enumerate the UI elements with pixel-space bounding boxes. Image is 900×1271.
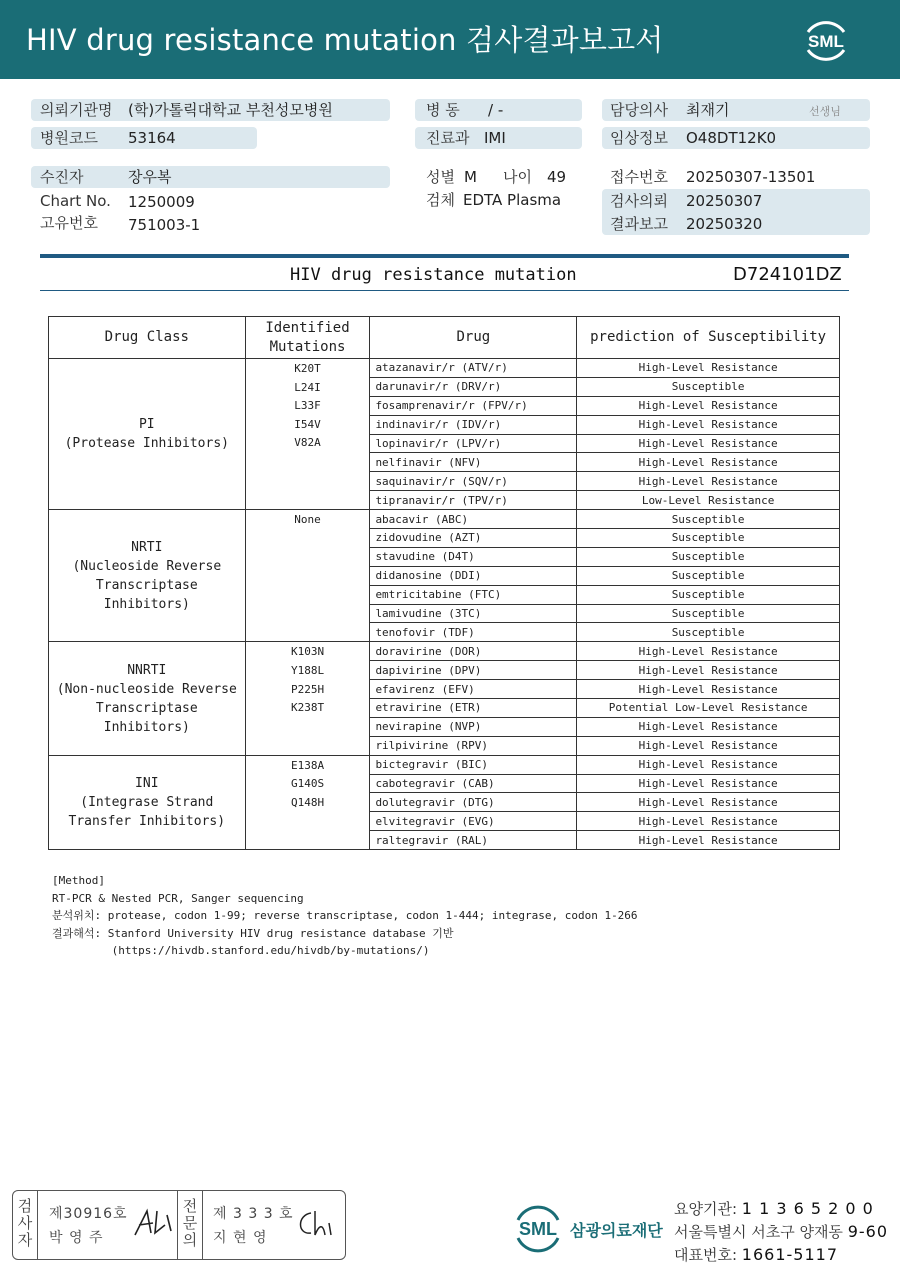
institution-label: 의뢰기관명	[40, 101, 113, 119]
address-number: 9-60	[847, 1222, 889, 1241]
prediction-cell: High-Level Resistance	[577, 812, 840, 831]
drug-class-cell	[49, 755, 246, 849]
uid-label: 고유번호	[40, 214, 98, 232]
phone-line	[674, 1244, 838, 1265]
drug-cell: raltegravir (RAL)	[370, 831, 577, 850]
prediction-cell: Potential Low-Level Resistance	[577, 699, 840, 718]
drug-cell: rilpivirine (RPV)	[370, 736, 577, 755]
report-rule-bottom	[40, 290, 849, 291]
doctor-label: 담당의사	[610, 101, 668, 119]
chart-value: 1250009	[128, 193, 195, 211]
table-row	[49, 755, 840, 774]
drug-class-line: (Nucleoside Reverse	[72, 558, 222, 574]
mutation-item: Q148H	[290, 795, 325, 809]
report-date-label: 결과보고	[610, 215, 668, 233]
drug-cell: nelfinavir (NFV)	[370, 453, 577, 472]
sml-logo	[798, 12, 854, 68]
drug-class-line: NNRTI	[127, 662, 167, 678]
results-body	[49, 359, 840, 850]
signature-box	[12, 1190, 346, 1260]
logo-text: SML	[808, 32, 844, 51]
drug-class-line: (Non-nucleoside Reverse	[56, 681, 237, 697]
sml-footer-logo	[510, 1198, 566, 1254]
mutation-item: G140S	[290, 777, 325, 791]
prediction-cell: Susceptible	[577, 604, 840, 623]
drug-cell: tenofovir (TDF)	[370, 623, 577, 642]
age-value: 49	[547, 168, 567, 186]
drug-class-line: (Protease Inhibitors)	[64, 436, 229, 452]
col-header-mutations	[245, 317, 370, 359]
specimen-label: 검체	[426, 191, 455, 209]
drug-class-line: NRTI	[131, 539, 163, 555]
org-name: 삼광의료재단	[570, 1221, 663, 1240]
dept-value: IMI	[484, 129, 506, 147]
mutation-item: None	[294, 513, 321, 527]
mutation-item: K20T	[294, 362, 321, 375]
care-value: 1 1 3 6 5 2 0 0	[741, 1199, 874, 1218]
report-date-value: 20250320	[686, 215, 763, 233]
prediction-cell: Susceptible	[577, 547, 840, 566]
examiner-label-cell	[13, 1191, 38, 1259]
col-header-mutations-text: Identified Mutations	[265, 319, 350, 355]
header-bar	[0, 0, 900, 79]
table-row	[49, 642, 840, 661]
drug-cell: efavirenz (EFV)	[370, 680, 577, 699]
prediction-cell: High-Level Resistance	[577, 453, 840, 472]
patient-row	[31, 166, 390, 188]
care-institution-line	[674, 1198, 874, 1219]
care-label: 요양기관:	[674, 1200, 738, 1218]
mutation-item: K238T	[290, 701, 325, 715]
mutations-cell	[245, 755, 370, 849]
prediction-cell: High-Level Resistance	[577, 661, 840, 680]
drug-cell: doravirine (DOR)	[370, 642, 577, 661]
drug-cell: zidovudine (AZT)	[370, 529, 577, 548]
mutation-item: I54V	[294, 417, 321, 431]
specimen-value: EDTA Plasma	[463, 191, 562, 209]
prediction-cell: High-Level Resistance	[577, 680, 840, 699]
prediction-cell: High-Level Resistance	[577, 472, 840, 491]
institution-value: (학)가톨릭대학교 부천성모병원	[128, 101, 333, 119]
drug-cell: dapivirine (DPV)	[370, 661, 577, 680]
prediction-cell: High-Level Resistance	[577, 359, 840, 378]
uid-value: 751003-1	[128, 216, 201, 234]
receipt-value: 20250307-13501	[686, 168, 816, 186]
prediction-cell: Susceptible	[577, 529, 840, 548]
drug-class-line: (Integrase Strand	[80, 794, 214, 810]
address: 서울특별시 서초구 양재동	[674, 1223, 843, 1241]
hospital-code-value: 53164	[128, 129, 176, 147]
clinical-label: 임상정보	[610, 129, 668, 147]
drug-cell: stavudine (D4T)	[370, 547, 577, 566]
request-value: 20250307	[686, 192, 763, 210]
receipt-label: 접수번호	[610, 168, 668, 186]
prediction-cell: High-Level Resistance	[577, 642, 840, 661]
drug-class-line: PI	[138, 417, 155, 433]
method-line: RT-PCR & Nested PCR, Sanger sequencing	[52, 891, 304, 905]
prediction-cell: Susceptible	[577, 377, 840, 396]
col-header-drug: Drug	[370, 317, 577, 359]
col-header-prediction: prediction of Susceptibility	[577, 317, 840, 359]
mutations-cell	[245, 359, 370, 510]
table-row	[49, 359, 840, 378]
examiner-label: 검 사 자	[17, 1197, 33, 1249]
specialist-label: 전 문 의	[182, 1197, 198, 1249]
footer-logo-text: SML	[519, 1219, 557, 1239]
drug-cell: elvitegravir (EVG)	[370, 812, 577, 831]
prediction-cell: High-Level Resistance	[577, 831, 840, 850]
doctor-value: 최재기	[686, 101, 730, 119]
method-line: 결과해석: Stanford University HIV drug resistance database 기반	[52, 926, 454, 940]
mutation-item: L24I	[294, 380, 321, 394]
dept-label: 진료과	[426, 129, 470, 147]
address-line	[674, 1221, 888, 1242]
specialist-signature	[293, 1207, 339, 1241]
prediction-cell: High-Level Resistance	[577, 736, 840, 755]
drug-cell: lamivudine (3TC)	[370, 604, 577, 623]
drug-cell: didanosine (DDI)	[370, 566, 577, 585]
report-rule-top	[40, 254, 849, 258]
mutation-item: Y188L	[290, 663, 325, 677]
drug-class-cell	[49, 642, 246, 755]
drug-cell: indinavir/r (IDV/r)	[370, 415, 577, 434]
phone-value: 1661-5117	[741, 1245, 839, 1264]
method-line: (https://hivdb.stanford.edu/hivdb/by-mutations/)	[52, 944, 430, 958]
doctor-suffix: 선생님	[809, 105, 841, 118]
request-label: 검사의뢰	[610, 192, 668, 210]
age-label: 나이	[503, 168, 532, 186]
clinical-value: O48DT12K0	[686, 129, 777, 147]
hospital-code-label: 병원코드	[40, 129, 98, 147]
drug-class-line: Transcriptase Inhibitors)	[95, 577, 198, 612]
drug-class-cell	[49, 510, 246, 642]
drug-cell: fosamprenavir/r (FPV/r)	[370, 396, 577, 415]
results-table	[48, 316, 840, 850]
prediction-cell: High-Level Resistance	[577, 415, 840, 434]
drug-class-line: INI	[135, 775, 159, 791]
mutation-item: L33F	[294, 399, 321, 413]
mutations-cell	[245, 642, 370, 755]
prediction-cell: High-Level Resistance	[577, 434, 840, 453]
chart-label: Chart No.	[40, 192, 111, 210]
drug-cell: tipranavir/r (TPV/r)	[370, 491, 577, 510]
drug-cell: abacavir (ABC)	[370, 510, 577, 529]
prediction-cell: Susceptible	[577, 566, 840, 585]
specialist-label-cell	[177, 1191, 203, 1259]
drug-cell: bictegravir (BIC)	[370, 755, 577, 774]
prediction-cell: Susceptible	[577, 585, 840, 604]
patient-value: 장우복	[128, 168, 172, 186]
mutation-item: P225H	[290, 682, 325, 696]
method-notes	[52, 872, 638, 960]
method-line: 분석위치: protease, codon 1-99; reverse transcriptase, codon 1-444; integrase, codon 1-266	[52, 909, 638, 923]
ward-label: 병 동	[426, 101, 460, 119]
page-title: HIV drug resistance mutation 검사결과보고서	[26, 23, 664, 57]
phone-label: 대표번호:	[674, 1246, 738, 1264]
drug-cell: nevirapine (NVP)	[370, 717, 577, 736]
specialist-number: 제 3 3 3 호	[213, 1206, 294, 1222]
table-row	[49, 510, 840, 529]
drug-cell: dolutegravir (DTG)	[370, 793, 577, 812]
examiner-name: 박 영 주	[49, 1230, 104, 1246]
method-line: [Method]	[52, 874, 105, 887]
specialist-name: 지 현 영	[213, 1230, 268, 1246]
sex-value: M	[464, 168, 477, 186]
drug-cell: atazanavir/r (ATV/r)	[370, 359, 577, 378]
prediction-cell: High-Level Resistance	[577, 717, 840, 736]
report-code: D724101DZ	[733, 264, 842, 285]
ward-value: / -	[488, 101, 504, 119]
drug-cell: lopinavir/r (LPV/r)	[370, 434, 577, 453]
mutation-item: K103N	[290, 645, 325, 659]
drug-cell: etravirine (ETR)	[370, 699, 577, 718]
table-header-row	[49, 317, 840, 359]
prediction-cell: Susceptible	[577, 510, 840, 529]
sex-label: 성별	[426, 168, 455, 186]
drug-cell: cabotegravir (CAB)	[370, 774, 577, 793]
patient-label: 수진자	[40, 168, 84, 186]
examiner-signature	[131, 1205, 177, 1241]
report-title: HIV drug resistance mutation	[290, 265, 577, 285]
prediction-cell: High-Level Resistance	[577, 793, 840, 812]
prediction-cell: High-Level Resistance	[577, 396, 840, 415]
col-header-drug-class: Drug Class	[49, 317, 246, 359]
drug-cell: emtricitabine (FTC)	[370, 585, 577, 604]
mutation-item: E138A	[290, 758, 325, 772]
drug-cell: saquinavir/r (SQV/r)	[370, 472, 577, 491]
prediction-cell: Low-Level Resistance	[577, 491, 840, 510]
prediction-cell: Susceptible	[577, 623, 840, 642]
prediction-cell: High-Level Resistance	[577, 774, 840, 793]
drug-class-cell	[49, 359, 246, 510]
mutations-cell	[245, 510, 370, 642]
drug-cell: darunavir/r (DRV/r)	[370, 377, 577, 396]
drug-class-line: Transcriptase Inhibitors)	[95, 700, 198, 735]
examiner-number: 제30916호	[49, 1206, 128, 1222]
drug-class-line: Transfer Inhibitors)	[68, 813, 226, 829]
mutation-item: V82A	[294, 436, 321, 450]
prediction-cell: High-Level Resistance	[577, 755, 840, 774]
